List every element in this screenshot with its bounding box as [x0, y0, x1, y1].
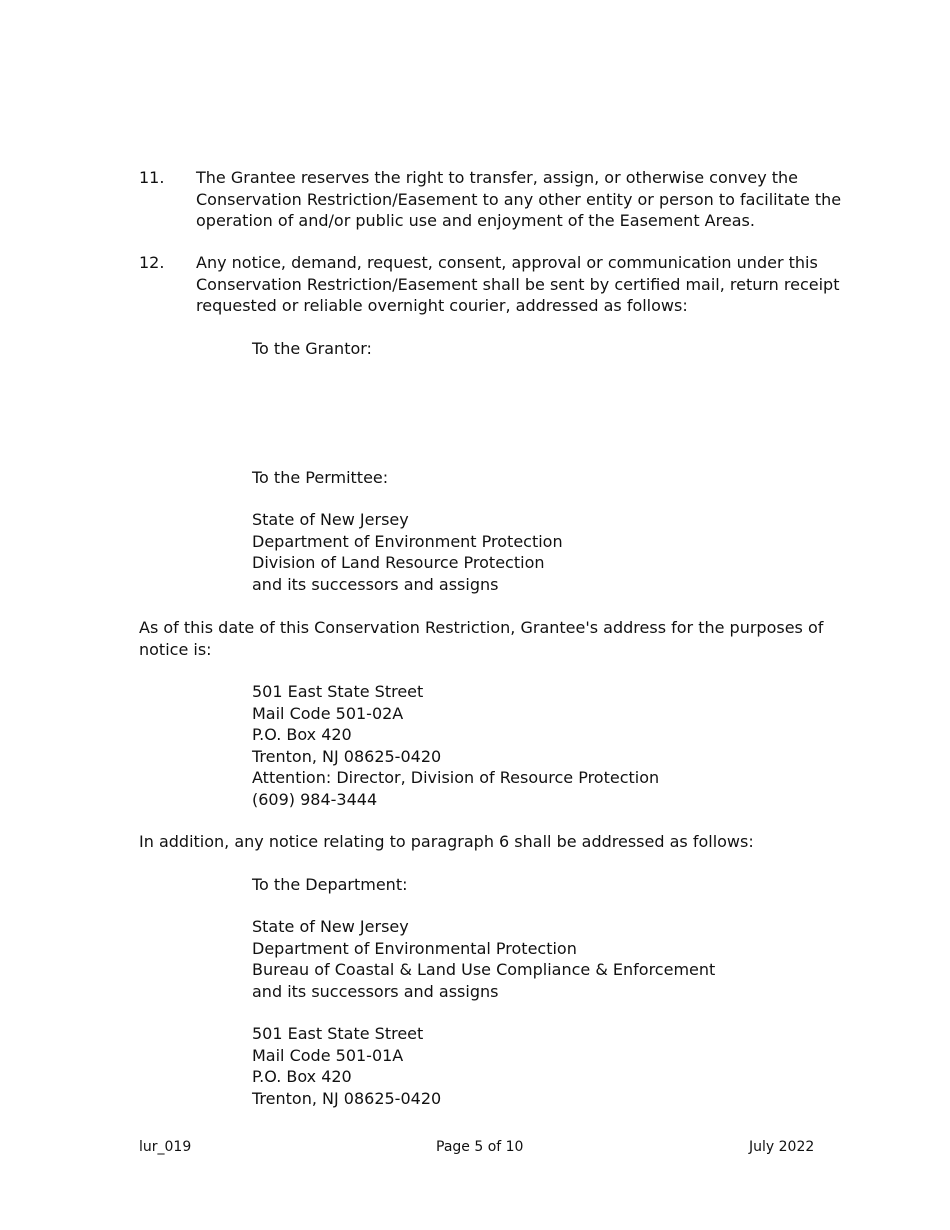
paragraph-12: [139, 252, 840, 317]
grantee-address-line: Attention: Director, Division of Resource Protection: [252, 768, 660, 787]
permittee-line: State of New Jersey: [252, 510, 409, 529]
footer-date: July 2022: [749, 1139, 815, 1155]
paragraph-12-line: Any notice, demand, request, consent, approval or communication under this: [196, 253, 818, 272]
department-block: [252, 874, 812, 896]
grantee-address-line: Trenton, NJ 08625-0420: [252, 746, 442, 766]
paragraph-11-line: Conservation Restriction/Easement to any other entity or person to facilitate the: [196, 189, 842, 209]
paragraph-11: [139, 167, 842, 232]
permittee-line: Division of Land Resource Protection: [252, 553, 545, 572]
department-name: [252, 916, 812, 1002]
paragraph-6-note-text: In addition, any notice relating to paragraph 6 shall be addressed as follows:: [139, 832, 754, 851]
permittee-block: [252, 467, 812, 489]
department-address-line: 501 East State Street: [252, 1024, 424, 1043]
grantor-heading: To the Grantor:: [252, 339, 372, 358]
department-heading: To the Department:: [252, 875, 408, 894]
paragraph-12-number: 12.: [139, 253, 165, 272]
grantee-address-line: 501 East State Street: [252, 682, 424, 701]
permittee-line: Department of Environment Protection: [252, 531, 563, 551]
department-address-line: P.O. Box 420: [252, 1067, 352, 1086]
paragraph-6-note: [139, 831, 819, 853]
permittee-heading: To the Permittee:: [252, 468, 389, 487]
grantee-intro-line: notice is:: [139, 639, 212, 659]
paragraph-11-line: operation of and/or public use and enjoyment of the Easement Areas.: [196, 211, 755, 230]
grantee-intro: [139, 617, 824, 660]
permittee-line: and its successors and assigns: [252, 574, 499, 594]
paragraph-12-line: Conservation Restriction/Easement shall be sent by certified mail, return receipt: [196, 274, 840, 294]
footer-page-number: Page 5 of 10: [436, 1139, 524, 1155]
permittee-address: [252, 509, 812, 595]
grantee-address-line: (609) 984-3444: [252, 789, 378, 809]
grantee-intro-line: As of this date of this Conservation Restriction, Grantee's address for the purposes of: [139, 618, 824, 637]
paragraph-11-line: The Grantee reserves the right to transfer, assign, or otherwise convey the: [196, 168, 799, 187]
footer-form-id: lur_019: [139, 1139, 192, 1155]
grantee-address: [252, 681, 812, 810]
paragraph-11-number: 11.: [139, 168, 165, 187]
grantee-address-line: Mail Code 501-02A: [252, 703, 404, 723]
department-line: and its successors and assigns: [252, 981, 499, 1001]
department-line: Bureau of Coastal & Land Use Compliance & Enforcement: [252, 960, 716, 979]
paragraph-12-line: requested or reliable overnight courier, addressed as follows:: [196, 296, 688, 315]
department-address-line: Mail Code 501-01A: [252, 1045, 404, 1065]
department-line: State of New Jersey: [252, 917, 409, 936]
department-address-line: Trenton, NJ 08625-0420: [252, 1088, 442, 1108]
department-line: Department of Environmental Protection: [252, 938, 577, 958]
grantor-block: [252, 338, 812, 360]
grantee-address-line: P.O. Box 420: [252, 725, 352, 744]
department-address: [252, 1023, 812, 1109]
